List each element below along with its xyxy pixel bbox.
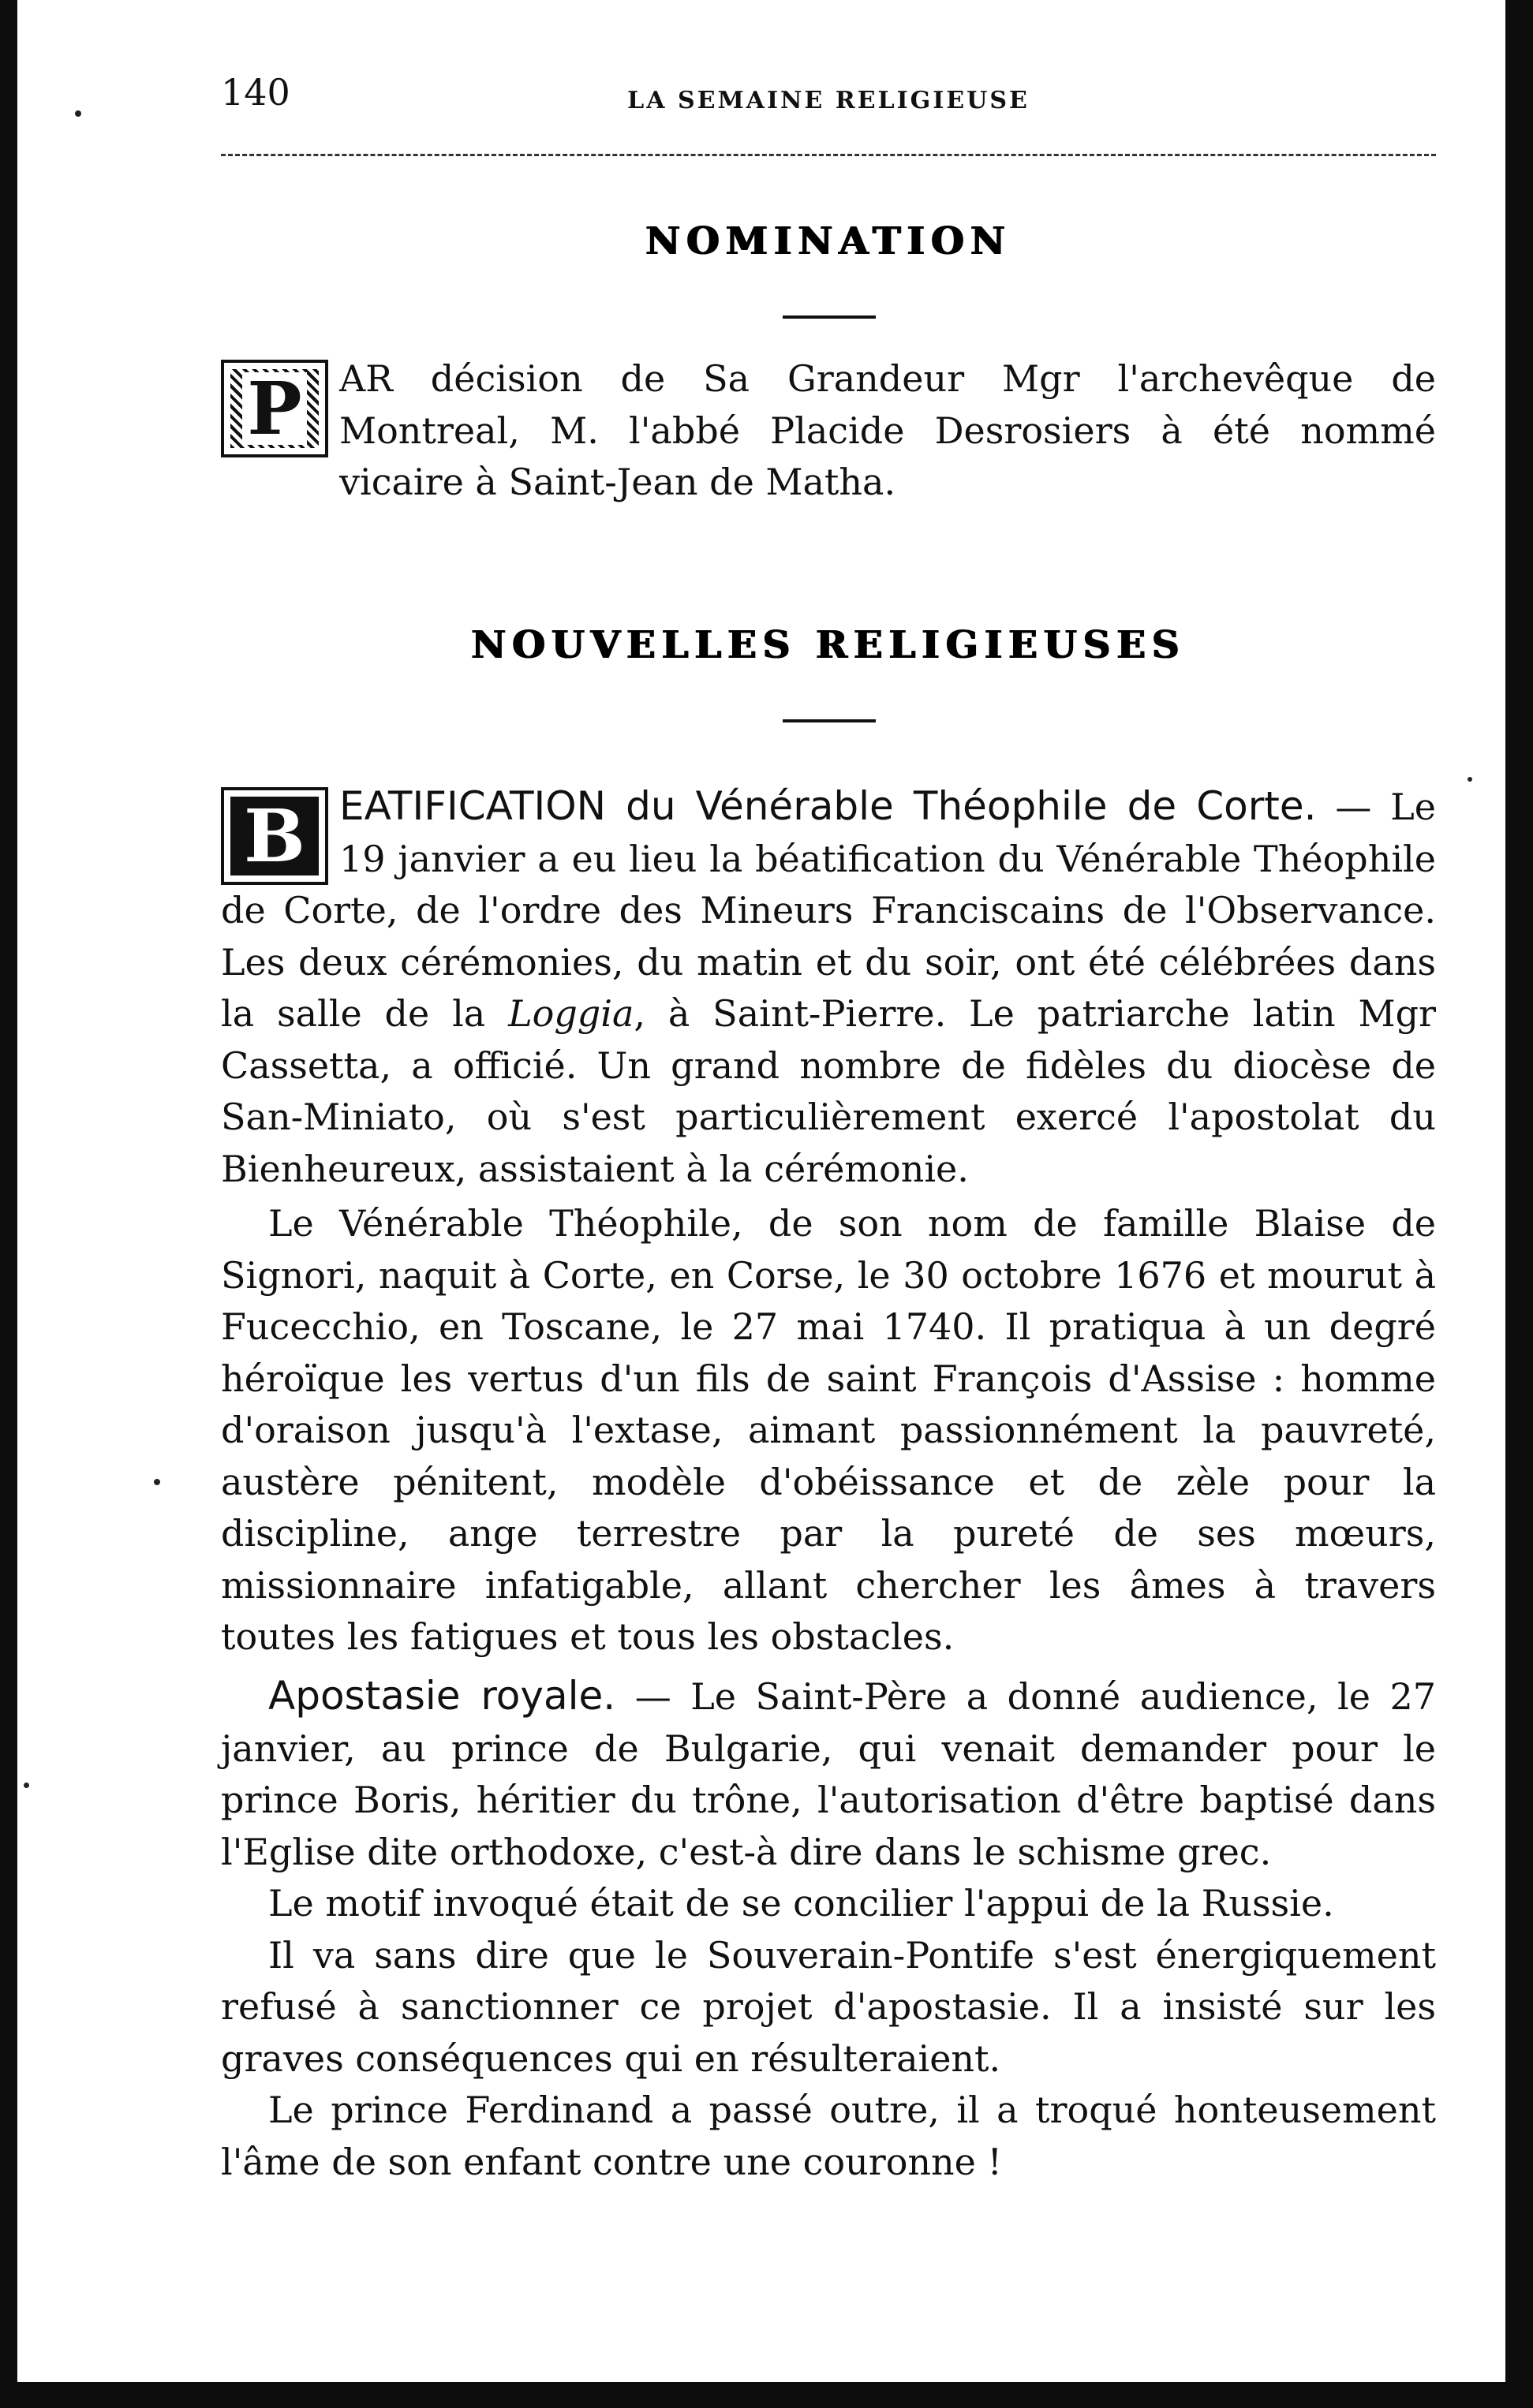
scan-border-left bbox=[0, 0, 17, 2408]
apostasie-paragraph-1 bbox=[221, 1671, 1436, 1878]
section-title-nomination: NOMINATION bbox=[645, 219, 1011, 263]
scan-speck bbox=[24, 1783, 29, 1788]
scan-border-right bbox=[1505, 0, 1533, 2408]
section-title-nouvelles: NOUVELLES RELIGIEUSES bbox=[471, 623, 1186, 667]
running-title: LA SEMAINE RELIGIEUSE bbox=[627, 87, 1030, 114]
apostasie-text: — Le Saint-Père a donné audience, le 27 janvier, au prince de Bulgarie, qui venait demander pour le prince Boris, héritier du trône, l'autorisation d'être baptisé dans l'Eglise dite orthodoxe, c'est-à dire dans le schisme grec. bbox=[221, 1675, 1437, 1873]
header-rule bbox=[221, 154, 1436, 156]
apostasie-paragraph-3: Il va sans dire que le Souverain-Pontife s'est énergiquement refusé à sanctionner ce projet d'apostasie. Il a insisté sur les graves conséquences qui en résulteraient. bbox=[221, 1933, 1436, 2080]
apostasie-heading: Apostasie royale. bbox=[268, 1673, 616, 1719]
beatification-italic: Loggia bbox=[508, 992, 634, 1035]
running-head bbox=[221, 71, 1436, 126]
scan-speck bbox=[1468, 777, 1472, 782]
dropcap-b bbox=[221, 787, 328, 885]
scan-speck bbox=[75, 110, 81, 117]
beatification-text-b: , à Saint-Pierre. Le patriarche latin Mgr Cassetta, a officié. Un grand nombre de fidèles du diocèse de San-Miniato, où s'est particulièrement exercé l'apostolat du Bienheureux, assistaient à la cérémonie. bbox=[221, 992, 1437, 1190]
nomination-text: AR décision de Sa Grandeur Mgr l'archevêque de Montreal, M. l'abbé Placide Desrosiers à été nommé vicaire à Saint-Jean de Matha. bbox=[339, 357, 1436, 503]
section-rule bbox=[783, 719, 876, 722]
beatification-article bbox=[221, 781, 1436, 1663]
dropcap-p bbox=[221, 360, 328, 457]
beatification-text-a: — Le 19 janvier a eu lieu la béatification du Vénérable Théophile de Corte, de l'ordre des Mineurs Franciscains de l'Observance. Les deux cérémonies, du matin et du soir, ont été célébrées dans la salle de la bbox=[221, 786, 1437, 1035]
nomination-article bbox=[221, 353, 1436, 509]
scan-border-bottom bbox=[0, 2382, 1533, 2408]
page-number: 140 bbox=[221, 71, 290, 114]
beatification-paragraph-2: Le Vénérable Théophile, de son nom de famille Blaise de Signori, naquit à Corte, en Corse, le 30 octobre 1676 et mourut à Fucecchio, en Toscane, le 27 mai 1740. Il pratiqua à un degré héroïque les vertus d'un fils de saint François d'Assise : homme d'oraison jusqu'à l'extase, aimant passionnément la pauvreté, austère pénitent, modèle d'obéissance et de zèle pour la discipline, ange terrestre par la pureté de ses mœurs, missionnaire infatigable, allant chercher les âmes à travers toutes les fatigues et tous les obstacles. bbox=[221, 1202, 1436, 1658]
apostasie-paragraph-2: Le motif invoqué était de se concilier l'appui de la Russie. bbox=[268, 1882, 1334, 1925]
apostasie-article bbox=[221, 1671, 1436, 2188]
dropcap-letter: B bbox=[244, 793, 305, 879]
apostasie-paragraph-4: Le prince Ferdinand a passé outre, il a troqué honteusement l'âme de son enfant contre une couronne ! bbox=[221, 2089, 1436, 2183]
section-rule bbox=[783, 315, 876, 319]
beatification-paragraph-1 bbox=[221, 781, 1436, 1195]
beatification-heading: EATIFICATION du Vénérable Théophile de Corte. bbox=[339, 783, 1317, 829]
dropcap-letter: P bbox=[242, 372, 306, 445]
scan-speck bbox=[154, 1479, 160, 1485]
